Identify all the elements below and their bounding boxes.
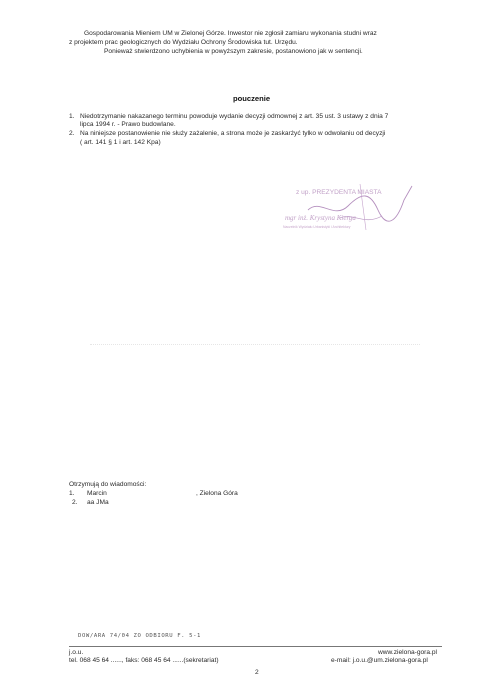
recipient-1-name: Marcin <box>87 490 107 497</box>
recipient-1-number: 1. <box>69 490 75 497</box>
section-heading: pouczenie <box>233 94 271 103</box>
page-number: 2 <box>255 669 259 676</box>
footer-email[interactable]: e-mail: j.o.u.@um.zielona-gora.pl <box>331 657 428 664</box>
list-item-2-number: 2. <box>69 130 75 137</box>
stamp-authority-line: z up. PREZYDENTA MIASTA <box>296 189 382 196</box>
footer-office: j.o.u. <box>69 649 84 656</box>
signature-image <box>300 180 420 240</box>
handwritten-note: DOW/ARA 74/04 ZO ODBIORU F. 5-1 <box>78 633 201 639</box>
footer-website[interactable]: www.zielona-gora.pl <box>378 649 438 656</box>
list-item-2-line-2: ( art. 141 § 1 i art. 142 Kpa) <box>80 139 161 146</box>
list-item-2-line-1: Na niniejsze postanowienie nie służy zażalenie, a strona może je zaskarżyć tylko w odwołaniu od decyzji <box>80 130 386 137</box>
intro-line-3: Ponieważ stwierdzono uchybienia w powyższym zakresie, postanowiono jak w sentencji. <box>104 48 363 55</box>
stamp-name-line: mgr inż. Krystyna Kierga <box>285 214 356 222</box>
footer-phone: tel. 068 45 64 ......, faks: 068 45 64 ......(sekretariat) <box>69 657 219 664</box>
list-item-1-line-1: Niedotrzymanie nakazanego terminu powoduje wydanie decyzji odmownej z art. 35 ust. 3 ustawy z dnia 7 <box>80 113 389 120</box>
recipient-2-name: aa JMa <box>87 499 109 506</box>
footer-divider <box>69 646 442 647</box>
scan-artifact <box>90 344 420 345</box>
list-item-1-line-2: lipca 1994 r. - Prawo budowlane. <box>80 121 176 128</box>
list-item-1-number: 1. <box>69 113 75 120</box>
recipients-label: Otrzymują do wiadomości: <box>69 481 147 488</box>
stamp-position-line: Naczelnik Wydziału Urbanistyki i Architektury <box>283 225 351 229</box>
recipient-1-place: , Zielona Góra <box>196 490 238 497</box>
intro-line-1: Gospodarowania Mieniem UM w Zielonej Górze. Inwestor nie zgłosił zamiaru wykonania studni wraz <box>84 30 377 37</box>
recipient-2-number: 2. <box>72 499 78 506</box>
intro-line-2: z projektem prac geologicznych do Wydziału Ochrony Środowiska tut. Urzędu. <box>69 39 298 46</box>
